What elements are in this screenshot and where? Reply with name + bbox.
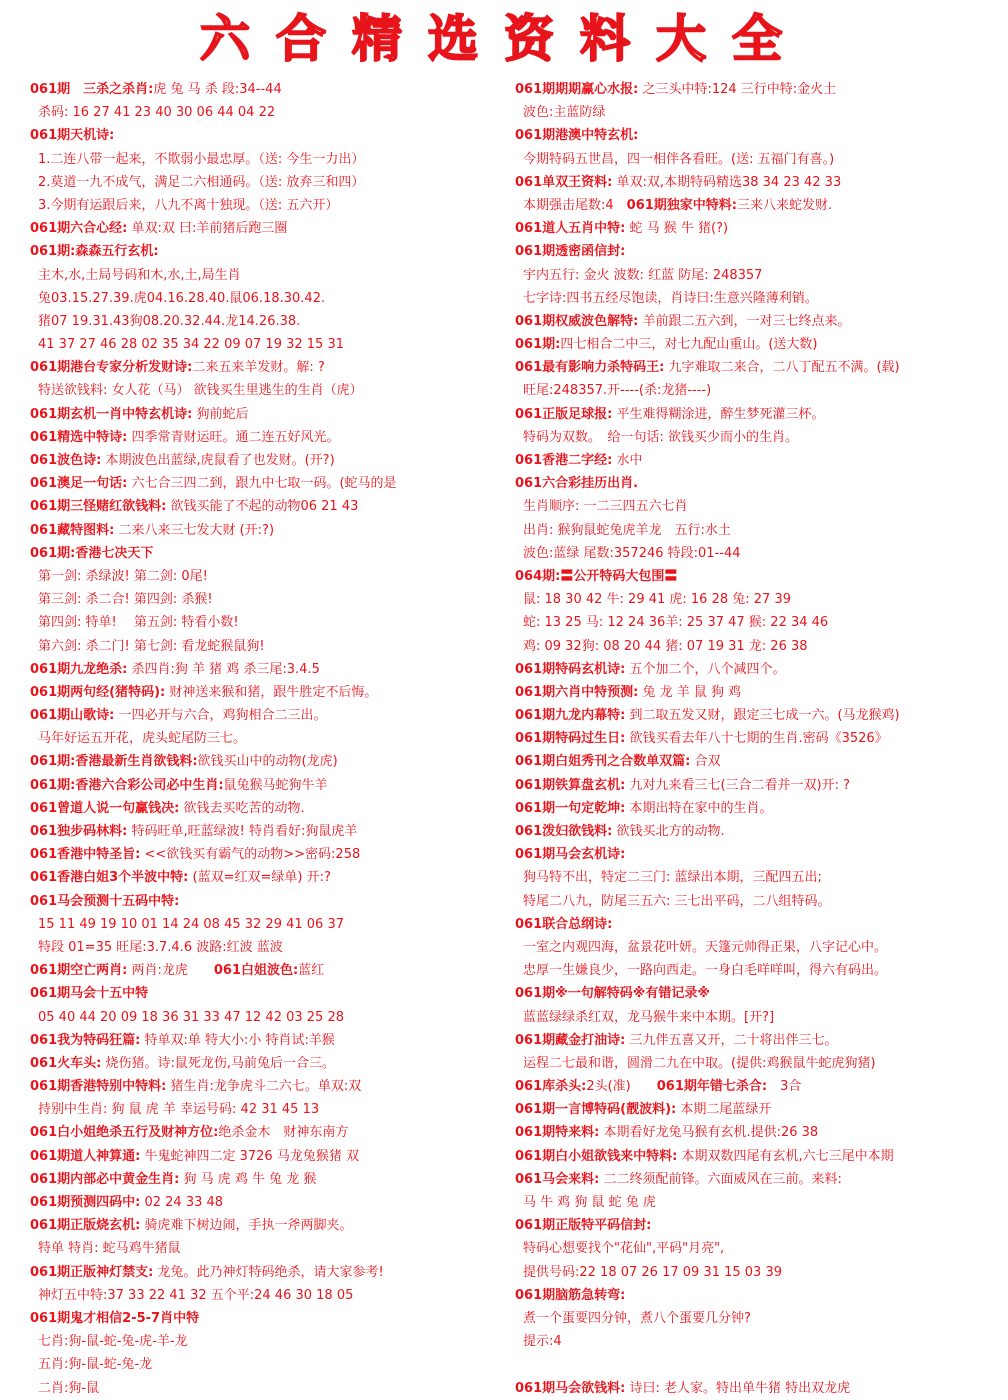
heading-line [515, 681, 1005, 704]
heading-line [30, 1261, 500, 1284]
item-heading: 061期※一句解特码※有错记录※ [515, 986, 711, 1002]
item-text: 欲钱买能了不起的动物06 21 43 [166, 499, 359, 515]
item-heading: 061期天机诗: [30, 128, 115, 144]
item-text: 一四必开与六合，鸡狗相合二三出。 [114, 708, 327, 724]
item-heading: 061最有影响力杀特码王: [515, 360, 665, 376]
item-text: 02 24 33 48 [140, 1195, 224, 1210]
heading-line [515, 449, 1005, 472]
heading-line [30, 449, 500, 472]
content-line: 煮一个蛋要四分钟，煮八个蛋要几分钟? [523, 1310, 751, 1326]
heading-line [30, 356, 500, 379]
heading-line [30, 774, 500, 797]
heading-line [30, 820, 500, 843]
item-text: 杀四肖:狗 羊 猪 鸡 杀三尾:3.4.5 [127, 661, 320, 677]
content-line: 第一剑: 杀绿波! 第二剑: 0尾! [38, 568, 208, 584]
item-text: 到二取五发又财，跟定三七成一六。(马龙猴鸡) [625, 708, 900, 724]
item-text: 欲钱去买吃苦的动物. [179, 800, 305, 816]
content-line: 宇内五行: 金火 波数: 红蓝 防尾: 248357 [523, 267, 763, 283]
item-text: 2头(准) [586, 1079, 657, 1095]
item-heading: 061期两句经(猪特码): [30, 684, 166, 700]
item-heading: 061期马会玄机诗: [515, 847, 626, 863]
heading-line [30, 1307, 500, 1330]
item-heading: 061期鬼才相信2-5-7肖中特 [30, 1310, 200, 1326]
heading-line [515, 982, 1005, 1005]
item-heading: 061期马会十五中特 [30, 986, 149, 1002]
heading-line [515, 333, 1005, 356]
content-line: 忠厚一生嫌良少，一路向西走。一身白毛咩咩叫，得六有码出。 [523, 963, 888, 979]
content-line: 特段 01=35 旺尾:3.7.4.6 波路:红波 蓝波 [38, 939, 283, 955]
item-text: <<欲钱买有霸气的动物>>密码:258 [140, 847, 361, 863]
item-text: 本期看好龙兔马猴有玄机.提供:26 38 [599, 1125, 819, 1141]
item-heading: 061泼妇欲钱料: [515, 824, 613, 839]
item-text: 合双 [690, 754, 721, 770]
content-line: 鸡: 09 32狗: 08 20 44 猪: 07 19 31 龙: 26 38 [523, 638, 808, 654]
item-heading: 061期一句定乾坤: [515, 800, 626, 816]
item-text: 猪生肖:龙争虎斗二六七。单双:双 [166, 1079, 362, 1095]
heading-line [515, 750, 1005, 773]
heading-line [515, 1377, 1005, 1400]
item-heading: 061期山歌诗: [30, 708, 115, 724]
item-text: 五个加二个，八个减四个。 [625, 661, 786, 677]
heading-line [515, 78, 1005, 101]
item-heading: 061我为特码狂篇: [30, 1032, 141, 1048]
content-line: 特单 特肖: 蛇马鸡牛猪鼠 [38, 1241, 181, 1257]
item-text: 本期双数四尾有玄机,六七三尾中本期 [677, 1148, 894, 1164]
content-line: 波色:主蓝防绿 [523, 105, 606, 121]
item-text: 蓝红 [298, 963, 325, 979]
item-heading: 061期三怪赌红欲钱料: [30, 499, 167, 515]
heading-line [515, 472, 1005, 495]
heading-line [515, 658, 1005, 681]
heading-line [30, 843, 500, 866]
heading-line [515, 727, 1005, 750]
heading-line [515, 1029, 1005, 1052]
item-text: 九字难取二来合，二八丁配五不满。(载) [664, 360, 900, 376]
item-heading: 061期空亡两肖: [30, 963, 128, 979]
item-heading: 061期年错七杀合: [656, 1079, 768, 1095]
item-heading: 061期港台专家分析发财诗: [30, 360, 193, 376]
item-text: 四七相合二中三，对七九配山重山。(送大数) [560, 337, 818, 353]
item-heading: 061期特来料: [515, 1125, 600, 1141]
left-column [30, 78, 500, 1400]
item-heading: 061期特码玄机诗: [515, 661, 626, 677]
item-text: 二二终须配前锋。六面威风在三前。来料: [599, 1171, 842, 1187]
item-text: 兔 龙 羊 鼠 狗 鸡 [638, 684, 742, 700]
item-heading: 061六合彩挂历出肖. [515, 476, 639, 492]
item-text: 诗曰: 老人家。特出单牛猪 特出双龙虎 [625, 1380, 851, 1396]
item-heading: 061期道人神算通: [30, 1148, 141, 1164]
item-heading: 061期铁算盘玄机: [515, 777, 626, 793]
item-heading: 061期正版神灯禁支: [30, 1264, 154, 1280]
content-line: 猪07 19.31.43狗08.20.32.44.龙14.26.38. [38, 313, 301, 329]
content-line: 3.今期有运跟后来，八九不离十独现。（送: 五六开） [38, 197, 339, 213]
item-heading: 061香港中特圣旨: [30, 847, 141, 863]
item-text: (蓝双=红双=绿单) 开:? [188, 870, 331, 886]
item-text: 九对九来看三七(三合二看并一双)开: ? [625, 777, 851, 793]
item-text: 本期二尾蓝绿开 [676, 1102, 772, 1118]
content-line: 运程二七最和谐，圆滑二九在中取。(提供:鸡猴鼠牛蛇虎狗猪) [523, 1055, 876, 1071]
content-line: 特送欲钱料: 女人花（马） 欲钱买生里逃生的生肖（虎） [38, 383, 363, 399]
item-heading: 061精选中特诗: [30, 429, 128, 445]
content-line: 出肖: 猴狗鼠蛇兔虎羊龙 五行:水土 [523, 522, 731, 538]
content-line: 特尾二八九，防尾三五六: 三七出平码，二八组特码。 [523, 893, 831, 909]
heading-line [515, 1214, 1005, 1237]
heading-line [30, 658, 500, 681]
item-text: 平生难得糊涂进，醉生梦死灌三杯。 [612, 406, 825, 422]
item-heading: 061期特码过生日: [515, 731, 626, 747]
item-heading: 061期六合心经: [30, 221, 128, 237]
item-heading: 061期九龙内幕特: [515, 708, 626, 724]
item-heading: 061期正版特平码信封: [515, 1218, 652, 1234]
item-heading: 061期透密函信封: [515, 244, 626, 260]
heading-line [515, 124, 1005, 147]
heading-line [30, 797, 500, 820]
item-text: 狗 马 虎 鸡 牛 兔 龙 猴 [179, 1171, 317, 1187]
content-line: 七肖:狗-鼠-蛇-兔-虎-羊-龙 [38, 1334, 188, 1350]
item-heading: 061期独家中特料: [626, 197, 737, 213]
item-text: 3合 [767, 1079, 802, 1095]
item-heading: 061期香港特别中特料: [30, 1079, 167, 1095]
heading-line [515, 797, 1005, 820]
heading-line [515, 1098, 1005, 1121]
content-line: 提供号码:22 18 07 26 17 09 31 15 03 39 [523, 1264, 782, 1280]
content-line: 15 11 49 19 10 01 14 24 08 45 32 29 41 06 37 [38, 916, 344, 932]
item-heading: 061期:香港七决天下 [30, 545, 154, 561]
heading-line [515, 1145, 1005, 1168]
item-heading: 061期: [515, 337, 561, 353]
item-heading: 061期正版烧玄机: [30, 1218, 141, 1234]
item-heading: 061白小姐绝杀五行及财神方位: [30, 1125, 219, 1141]
heading-line [30, 240, 500, 263]
heading-line [515, 171, 1005, 194]
item-text: 鼠兔猴马蛇狗牛羊 [223, 777, 328, 793]
item-heading: 061期 三杀之杀肖: [30, 82, 154, 97]
heading-line [30, 542, 500, 565]
right-column [515, 78, 1005, 1400]
item-heading: 061期内部必中黄金生肖: [30, 1171, 180, 1187]
item-text: 之三头中特:124 三行中特:金火土 [638, 82, 837, 97]
item-heading: 061正版足球报: [515, 406, 613, 422]
content-line: 马年好运五开花，虎头蛇尾防三七。 [38, 731, 247, 747]
heading-line [515, 1075, 1005, 1098]
item-heading: 061期港澳中特玄机: [515, 128, 639, 144]
heading-line [30, 1214, 500, 1237]
item-heading: 061期权威波色解特: [515, 313, 639, 329]
heading-line [30, 403, 500, 426]
item-heading: 061期藏金打油诗: [515, 1032, 626, 1048]
content-line: 马 牛 鸡 狗 鼠 蛇 兔 虎 [523, 1195, 656, 1210]
item-text: 牛鬼蛇神四二定 3726 马龙兔猴猪 双 [140, 1148, 359, 1164]
heading-line [30, 1052, 500, 1075]
heading-line [30, 426, 500, 449]
content-line: 七字诗:四书五经尽饱读，肖诗曰:生意兴隆薄利销。 [523, 290, 818, 306]
content-line: 05 40 44 20 09 18 36 31 33 47 12 42 03 25 28 [38, 1009, 344, 1025]
item-text: 三来八来蛇发财. [737, 197, 833, 213]
content-line: 41 37 27 46 28 02 35 34 22 09 07 19 32 15 31 [38, 337, 344, 353]
content-line: 第三剑: 杀二合! 第四剑: 杀猴! [38, 592, 213, 608]
heading-line [30, 472, 500, 495]
item-heading: 061期:香港六合彩公司必中生肖: [30, 777, 224, 793]
item-heading: 061期九龙绝杀: [30, 661, 128, 677]
content-line: 今期特码五世昌，四一相伴各看旺。(送: 五福门有喜。) [523, 151, 835, 167]
content-line: 1.二连八带一起来，不欺弱小最忠厚。（送: 今生一力出） [38, 151, 365, 167]
page-title: 六合精选资料大全 [200, 10, 808, 68]
heading-line [515, 403, 1005, 426]
heading-line [515, 217, 1005, 240]
heading-line [30, 78, 500, 101]
heading-line [30, 519, 500, 542]
heading-line [30, 217, 500, 240]
item-heading: 061道人五肖中特: [515, 221, 626, 237]
item-text: 四季常青财运旺。通二连五好风光。 [127, 429, 340, 445]
item-text: 骑虎难下树边闹，手执一斧两脚夹。 [140, 1218, 353, 1234]
item-heading: 061香港二字经: [515, 453, 613, 468]
heading-line [30, 1075, 500, 1098]
heading-line [30, 959, 500, 982]
item-heading: 061白姐波色: [213, 963, 299, 979]
item-text: 龙兔。此乃神灯特码绝杀，请大家参考! [153, 1264, 384, 1280]
heading-line [515, 774, 1005, 797]
item-text: 虎 兔 马 杀 段:34--44 [153, 82, 282, 97]
heading-line [30, 866, 500, 889]
item-heading: 061独步码林料: [30, 824, 128, 839]
content-line: 波色:蓝绿 尾数:357246 特段:01--44 [523, 545, 741, 561]
item-heading: 061期期期赢心水报: [515, 82, 639, 97]
item-heading: 064期:〓公开特码大包围〓 [515, 568, 678, 584]
item-text: 财神送来猴和猪，跟牛胜定不后悔。 [165, 684, 378, 700]
item-text: 羊前跟二五六到，一对三七终点来。 [638, 313, 851, 329]
item-heading: 061期马会欲钱料: [515, 1380, 626, 1396]
item-text: 二来八来三七发大财 (开:?) [114, 522, 275, 538]
item-heading: 061马会预测十五码中特: [30, 893, 180, 909]
item-heading: 061波色诗: [30, 453, 102, 468]
heading-line [30, 1145, 500, 1168]
heading-line [515, 565, 1005, 588]
item-heading: 061期玄机一肖中特玄机诗: [30, 406, 193, 422]
content-line: 二肖:狗-鼠 [38, 1380, 100, 1396]
content-line: 2.莫道一九不成气，满足二六相通码。（送: 放弃三和四） [38, 174, 365, 190]
item-text: 欲钱买看去年八十七期的生肖.密码《3526》 [625, 731, 888, 747]
item-heading: 061香港白姐3个半波中特: [30, 870, 189, 886]
item-heading: 061期一言博特码(靓波料): [515, 1102, 677, 1118]
heading-line [515, 1168, 1005, 1191]
item-text: 六七合三四二到，跟九中七取一码。(蛇马的是 [127, 476, 397, 492]
content-line: 特码为双数。 给一句话: 欲钱买少而小的生肖。 [523, 429, 799, 445]
item-text: 蛇 马 猴 牛 猪(?) [625, 221, 729, 237]
content-line: 生肖顺序: 一二三四五六七肖 [523, 499, 688, 515]
item-heading: 061期脑筋急转弯: [515, 1287, 626, 1303]
content-line: 神灯五中特:37 33 22 41 32 五个平:24 46 30 18 05 [38, 1287, 354, 1303]
content-line: 蛇: 13 25 马: 12 24 36羊: 25 37 47 猴: 22 34 46 [523, 615, 829, 631]
content-line: 兔03.15.27.39.虎04.16.28.40.鼠06.18.30.42. [38, 290, 326, 306]
content-line: 一室之内观四海，盆景花叶妍。天篷元帅得正果，八字记心中。 [523, 939, 888, 955]
item-heading: 061期六肖中特预测: [515, 684, 639, 700]
blank-line [515, 1353, 1005, 1376]
item-text: 本期出特在家中的生肖。 [625, 800, 773, 816]
item-heading: 061期白姐秀刊之合数单双篇: [515, 754, 691, 770]
content-line: 狗马特不出，特定二三门: 蓝绿出本期，三配四五出; [523, 870, 822, 886]
item-text: 水中 [612, 453, 643, 468]
item-heading: 061库杀头: [515, 1079, 587, 1095]
heading-line [515, 820, 1005, 843]
item-text: 两肖:龙虎 [127, 963, 214, 979]
item-heading: 061火车头: [30, 1055, 102, 1071]
heading-line [30, 124, 500, 147]
heading-line [515, 843, 1005, 866]
item-heading: 061澳足一句话: [30, 476, 128, 492]
item-heading: 061单双王资料: [515, 174, 613, 190]
item-text: 欲钱买北方的动物. [612, 824, 725, 839]
content-line: 五肖:狗-鼠-蛇-兔-龙 [38, 1357, 153, 1373]
heading-line [30, 704, 500, 727]
item-text: 本期波色出蓝绿,虎鼠看了也发财。(开?) [101, 453, 335, 468]
item-heading: 061联合总纲诗: [515, 916, 613, 932]
item-text: 烧伤猪。诗:鼠死龙伤,马前兔后一合三。 [101, 1055, 335, 1071]
heading-line [30, 750, 500, 773]
item-heading: 061马会来料: [515, 1171, 600, 1187]
content-line: 主木,水,土局号码和木,水,土,局生肖 [38, 267, 241, 283]
item-heading: 061期:森森五行玄机: [30, 244, 159, 260]
content-line: 第六剑: 杀二门! 第七剑: 看龙蛇猴鼠狗! [38, 638, 265, 654]
content-line: 本期强击尾数:4 061期独家中特料:三来八来蛇发财. [523, 197, 833, 213]
content-line: 持别中生肖: 狗 鼠 虎 羊 幸运号码: 42 31 45 13 [38, 1102, 320, 1118]
item-heading: 061期:香港最新生肖欲钱料: [30, 754, 198, 770]
item-text: 狗前蛇后 [192, 406, 249, 422]
item-text: 特单双:单 特大小:小 特肖试:羊猴 [140, 1032, 335, 1048]
content-line: 特码心想要找个"花仙",平码"月亮", [523, 1241, 725, 1257]
item-text: 欲钱买山中的动物(龙虎) [197, 754, 338, 770]
item-heading: 061曾道人说一句赢钱决: [30, 800, 180, 816]
heading-line [30, 681, 500, 704]
heading-line [30, 1029, 500, 1052]
content-line: 杀码: 16 27 41 23 40 30 06 44 04 22 [38, 105, 276, 121]
content-line: 旺尾:248357.开----(杀:龙猪----) [523, 383, 712, 399]
item-heading: 061期预测四码中: [30, 1195, 141, 1210]
heading-line [30, 495, 500, 518]
heading-line [515, 1121, 1005, 1144]
heading-line [30, 982, 500, 1005]
item-text: 特码旺单,旺蓝绿波! 特肖看好:狗鼠虎羊 [127, 824, 358, 839]
heading-line [515, 1284, 1005, 1307]
content-line: 蓝蓝绿绿杀红双，龙马猴牛来中本期。[开?] [523, 1009, 775, 1025]
item-text: 二来五来羊发财。解: ? [192, 360, 325, 376]
item-text: 三九伴五喜又开，二十将出伴三七。 [625, 1032, 838, 1048]
item-heading: 061期白小姐欲钱来中特料: [515, 1148, 678, 1164]
content-line: 第四剑: 特单! 第五剑: 特看小数! [38, 615, 239, 631]
item-text: 单双:双 曰:羊前猪后跑三圈 [127, 221, 288, 237]
item-text: 单双:双,本期特码精选38 34 23 42 33 [612, 174, 842, 190]
heading-line [515, 913, 1005, 936]
content-line: 鼠: 18 30 42 牛: 29 41 虎: 16 28 兔: 27 39 [523, 592, 791, 608]
item-text: 绝杀金木 财神东南方 [218, 1125, 349, 1141]
heading-line [515, 704, 1005, 727]
heading-line [515, 356, 1005, 379]
content-line: 提示:4 [523, 1334, 562, 1350]
heading-line [30, 1191, 500, 1214]
heading-line [30, 890, 500, 913]
heading-line [515, 240, 1005, 263]
heading-line [515, 310, 1005, 333]
heading-line [30, 1168, 500, 1191]
item-heading: 061藏特图料: [30, 522, 115, 538]
heading-line [30, 1121, 500, 1144]
